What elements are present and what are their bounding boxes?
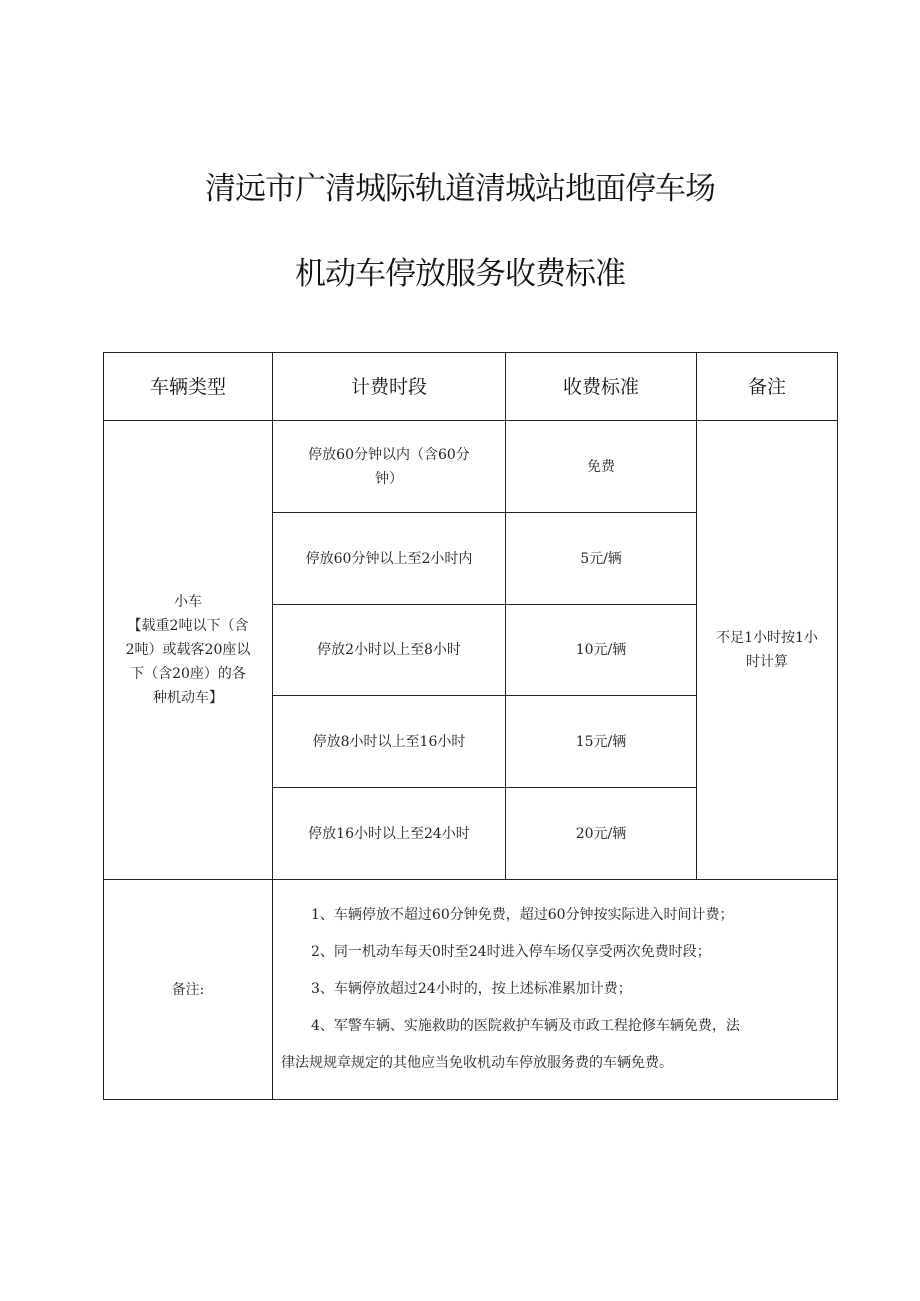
fee-cell: 5元/辆 xyxy=(506,513,697,605)
vehicle-type-cell xyxy=(104,421,273,880)
vehicle-type-line: 【载重2吨以下（含 xyxy=(127,618,249,634)
document-title-line-2: 机动车停放服务收费标准 xyxy=(295,256,625,292)
table-row xyxy=(104,421,838,513)
period-cell: 停放2小时以上至8小时 xyxy=(273,605,506,696)
notes-label: 备注: xyxy=(104,880,273,1100)
period-text: 钟） xyxy=(375,470,403,487)
table-header-row xyxy=(104,353,838,421)
note-item: 律法规规章规定的其他应当免收机动车停放服务费的车辆免费。 xyxy=(281,1055,673,1071)
note-item: 3、车辆停放超过24小时的，按上述标准累加计费； xyxy=(311,981,632,997)
note-item: 2、同一机动车每天0时至24时进入停车场仅享受两次免费时段； xyxy=(311,944,711,960)
vehicle-type-line: 下（含20座）的各 xyxy=(130,666,246,682)
vehicle-type-line: 2吨）或载客20座以 xyxy=(125,642,251,658)
fee-cell: 10元/辆 xyxy=(506,605,697,696)
period-cell: 停放8小时以上至16小时 xyxy=(273,696,506,788)
fee-table xyxy=(103,352,838,1100)
notes-row xyxy=(104,880,838,1100)
remark-text: 时计算 xyxy=(746,654,788,670)
header-billing-period: 计费时段 xyxy=(273,353,506,421)
fee-cell: 15元/辆 xyxy=(506,696,697,788)
period-text: 停放60分钟以内（含60分 xyxy=(308,446,470,463)
document-title-line-1: 清远市广清城际轨道清城站地面停车场 xyxy=(205,171,715,207)
fee-cell: 免费 xyxy=(506,421,697,513)
remark-text: 不足1小时按1小 xyxy=(716,630,818,646)
header-fee-standard: 收费标准 xyxy=(506,353,697,421)
note-item: 1、车辆停放不超过60分钟免费，超过60分钟按实际进入时间计费； xyxy=(311,907,734,923)
remark-cell xyxy=(697,421,838,880)
vehicle-type-line: 种机动车】 xyxy=(153,690,223,706)
header-remark: 备注 xyxy=(697,353,838,421)
vehicle-type-line: 小车 xyxy=(174,594,202,610)
period-cell: 停放16小时以上至24小时 xyxy=(273,788,506,880)
notes-cell xyxy=(273,880,838,1100)
fee-cell: 20元/辆 xyxy=(506,788,697,880)
period-cell: 停放60分钟以上至2小时内 xyxy=(273,513,506,605)
note-item: 4、军警车辆、实施救助的医院救护车辆及市政工程抢修车辆免费，法 xyxy=(311,1018,740,1034)
period-cell xyxy=(273,421,506,513)
header-vehicle-type: 车辆类型 xyxy=(104,353,273,421)
